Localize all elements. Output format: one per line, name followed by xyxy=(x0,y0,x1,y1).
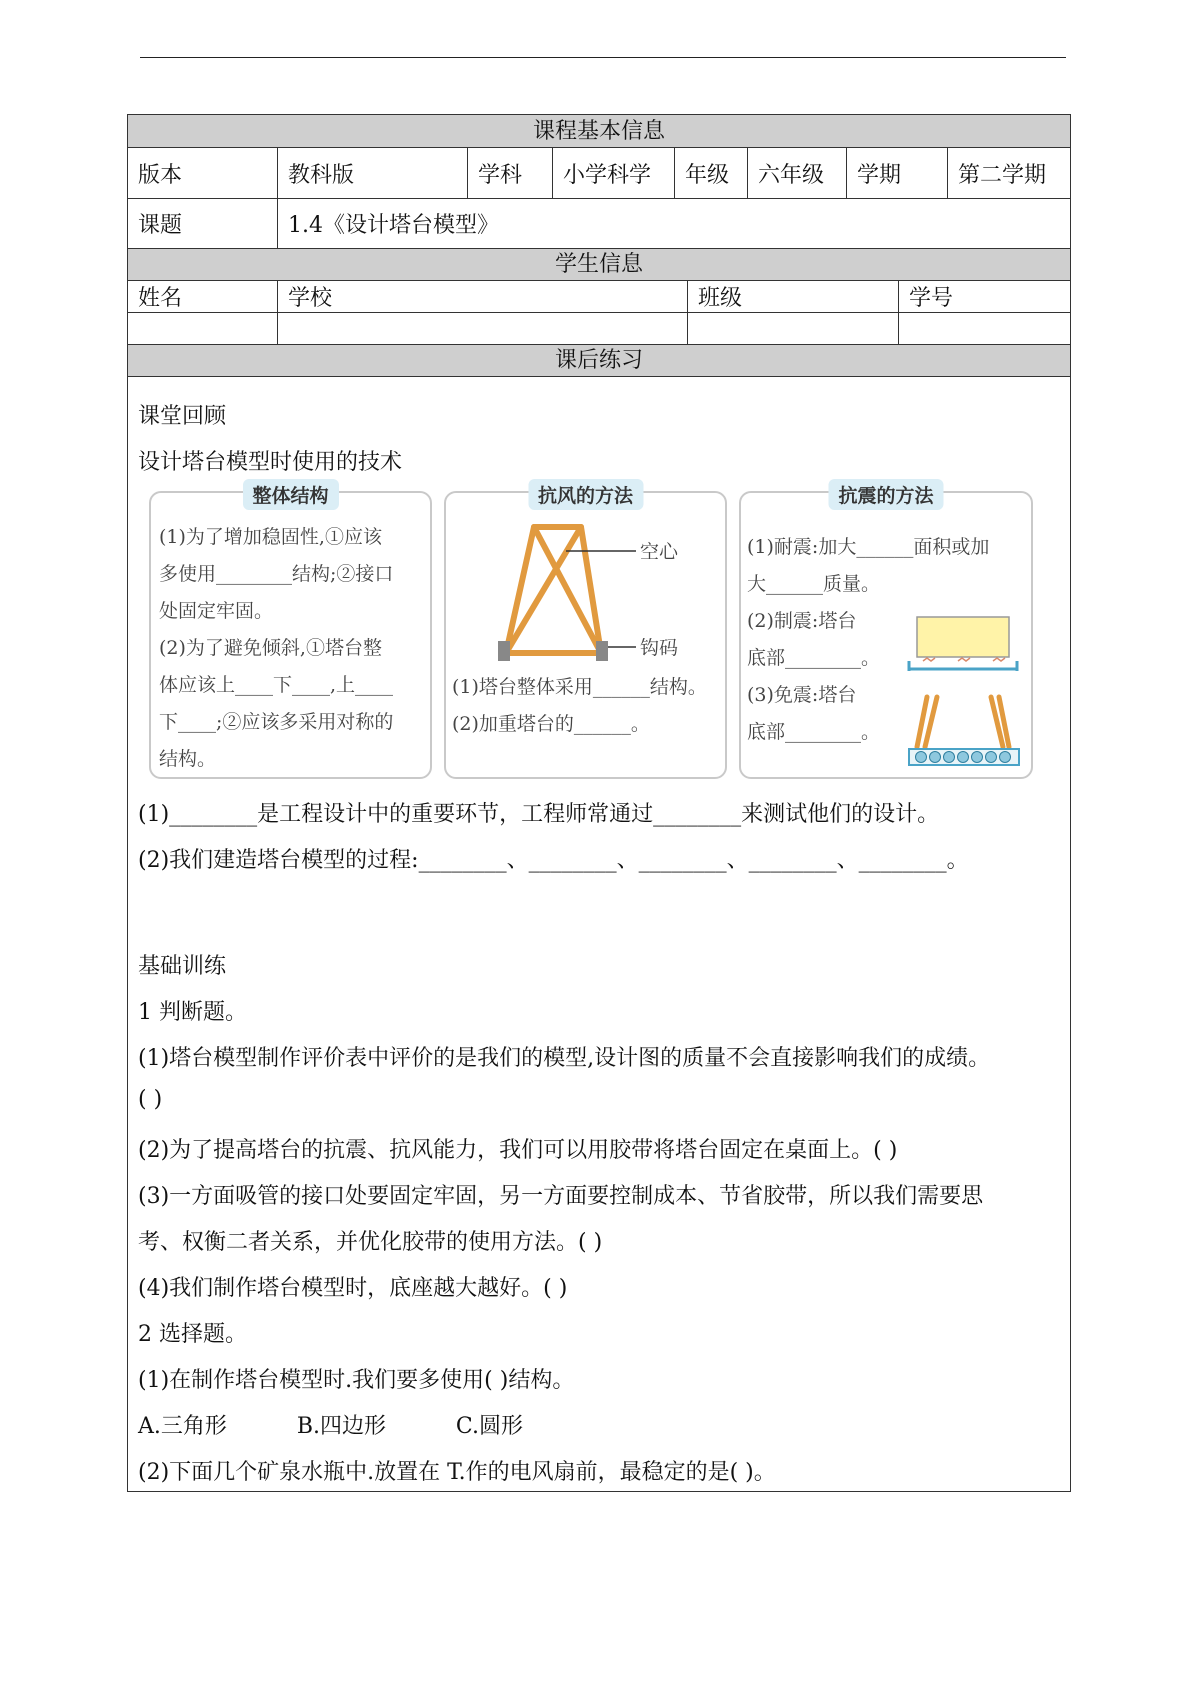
card1-line-7: 结构。 xyxy=(159,748,217,770)
card3-line-6: 底部________。 xyxy=(747,721,881,743)
card-overall-structure-text xyxy=(159,519,393,778)
student-label-row xyxy=(128,281,1070,313)
class-field[interactable] xyxy=(687,313,898,344)
card1-line-6: 下____;②应该多采用对称的 xyxy=(159,711,394,733)
card-overall-structure xyxy=(149,485,432,779)
basic-heading: 基础训练 xyxy=(138,954,227,979)
isolation-diagram xyxy=(903,691,1023,771)
student-info-bar xyxy=(128,249,1070,281)
choice-1: (1)在制作塔台模型时.我们要多使用( )结构。 xyxy=(138,1368,575,1393)
review-question-2: (2)我们建造塔台模型的过程:________、________、________、________、________。 xyxy=(138,848,969,873)
review-subheading: 设计塔台模型时使用的技术 xyxy=(138,450,403,475)
term-value: 第二学期 xyxy=(947,148,1070,198)
card-wind-resistance xyxy=(444,485,727,779)
card-wind-resistance-text xyxy=(452,669,707,743)
choice-title: 2 选择题。 xyxy=(138,1322,247,1347)
judge-1a: (1)塔台模型制作评价表中评价的是我们的模型,设计图的质量不会直接影响我们的成绩。 xyxy=(138,1046,991,1071)
school-label: 学校 xyxy=(277,281,687,312)
student-no-label: 学号 xyxy=(898,281,1070,312)
practice-bar xyxy=(128,345,1070,377)
card3-line-3: (2)制震:塔台 xyxy=(747,610,857,632)
worksheet-table xyxy=(127,114,1071,1492)
judge-3a: (3)一方面吸管的接口处要固定牢固，另一方面要控制成本、节省胶带，所以我们需要思 xyxy=(138,1184,984,1209)
judge-3b: 考、权衡二者关系，并优化胶带的使用方法。( ) xyxy=(138,1230,603,1255)
card-earthquake-resistance xyxy=(739,485,1033,779)
weight-right xyxy=(596,641,608,661)
grade-value: 六年级 xyxy=(747,148,846,198)
course-meta-row xyxy=(128,148,1070,199)
weight-left xyxy=(498,641,510,661)
card-earthquake-resistance-title: 抗震的方法 xyxy=(828,479,943,510)
top-rule xyxy=(140,57,1066,58)
judge-4: (4)我们制作塔台模型时，底座越大越好。( ) xyxy=(138,1276,568,1301)
grade-label: 年级 xyxy=(674,148,747,198)
judge-title: 1 判断题。 xyxy=(138,1000,247,1025)
course-info-title: 课程基本信息 xyxy=(532,119,665,144)
card3-line-1: (1)耐震:加大______面积或加 xyxy=(747,536,990,558)
label-weight: 钩码 xyxy=(640,637,679,659)
card3-line-2: 大______质量。 xyxy=(747,573,881,595)
card3-line-5: (3)免震:塔台 xyxy=(747,684,857,706)
card1-line-1: (1)为了增加稳固性,①应该 xyxy=(159,526,382,548)
practice-title: 课后练习 xyxy=(554,348,643,373)
student-blank-row xyxy=(128,313,1070,345)
practice-body xyxy=(128,377,1070,1491)
student-no-field[interactable] xyxy=(898,313,1070,344)
judge-1b: ( ) xyxy=(138,1087,163,1112)
course-info-bar xyxy=(128,115,1070,148)
card1-line-3: 处固定牢固。 xyxy=(159,600,274,622)
student-info-title: 学生信息 xyxy=(554,252,643,277)
subject-label: 学科 xyxy=(467,148,552,198)
name-field[interactable] xyxy=(128,313,277,344)
card2-line-1: (1)塔台整体采用______结构。 xyxy=(452,676,707,698)
card-overall-structure-title: 整体结构 xyxy=(242,479,338,510)
judge-2: (2)为了提高塔台的抗震、抗风能力，我们可以用胶带将塔台固定在桌面上。( ) xyxy=(138,1138,898,1163)
topic-label: 课题 xyxy=(138,213,183,238)
name-label: 姓名 xyxy=(138,286,183,311)
card2-line-2: (2)加重塔台的______。 xyxy=(452,713,650,735)
edition-label: 版本 xyxy=(138,162,183,188)
damping-diagram xyxy=(903,613,1023,685)
review-question-1: (1)________是工程设计中的重要环节，工程师常通过________来测试他们的设计。 xyxy=(138,802,940,827)
class-label: 班级 xyxy=(687,281,898,312)
choice-2: (2)下面几个矿泉水瓶中.放置在 T.作的电风扇前，最稳定的是( )。 xyxy=(138,1460,776,1485)
card-wind-resistance-title: 抗风的方法 xyxy=(528,479,643,510)
topic-row xyxy=(128,199,1070,249)
school-field[interactable] xyxy=(277,313,687,344)
edition-value: 教科版 xyxy=(277,148,467,198)
tower-diagram xyxy=(446,513,725,693)
review-heading: 课堂回顾 xyxy=(138,404,227,429)
card3-line-4: 底部________。 xyxy=(747,647,881,669)
choice-1-options: A.三角形 B.四边形 C.圆形 xyxy=(138,1414,523,1439)
card1-line-2: 多使用________结构;②接口 xyxy=(159,563,394,585)
card1-line-5: 体应该上____下____,上____ xyxy=(159,674,394,696)
subject-value: 小学科学 xyxy=(552,148,674,198)
term-label: 学期 xyxy=(846,148,947,198)
topic-value: 1.4《设计塔台模型》 xyxy=(277,199,1070,248)
card1-line-4: (2)为了避免倾斜,①塔台整 xyxy=(159,637,382,659)
label-hollow: 空心 xyxy=(640,541,679,563)
